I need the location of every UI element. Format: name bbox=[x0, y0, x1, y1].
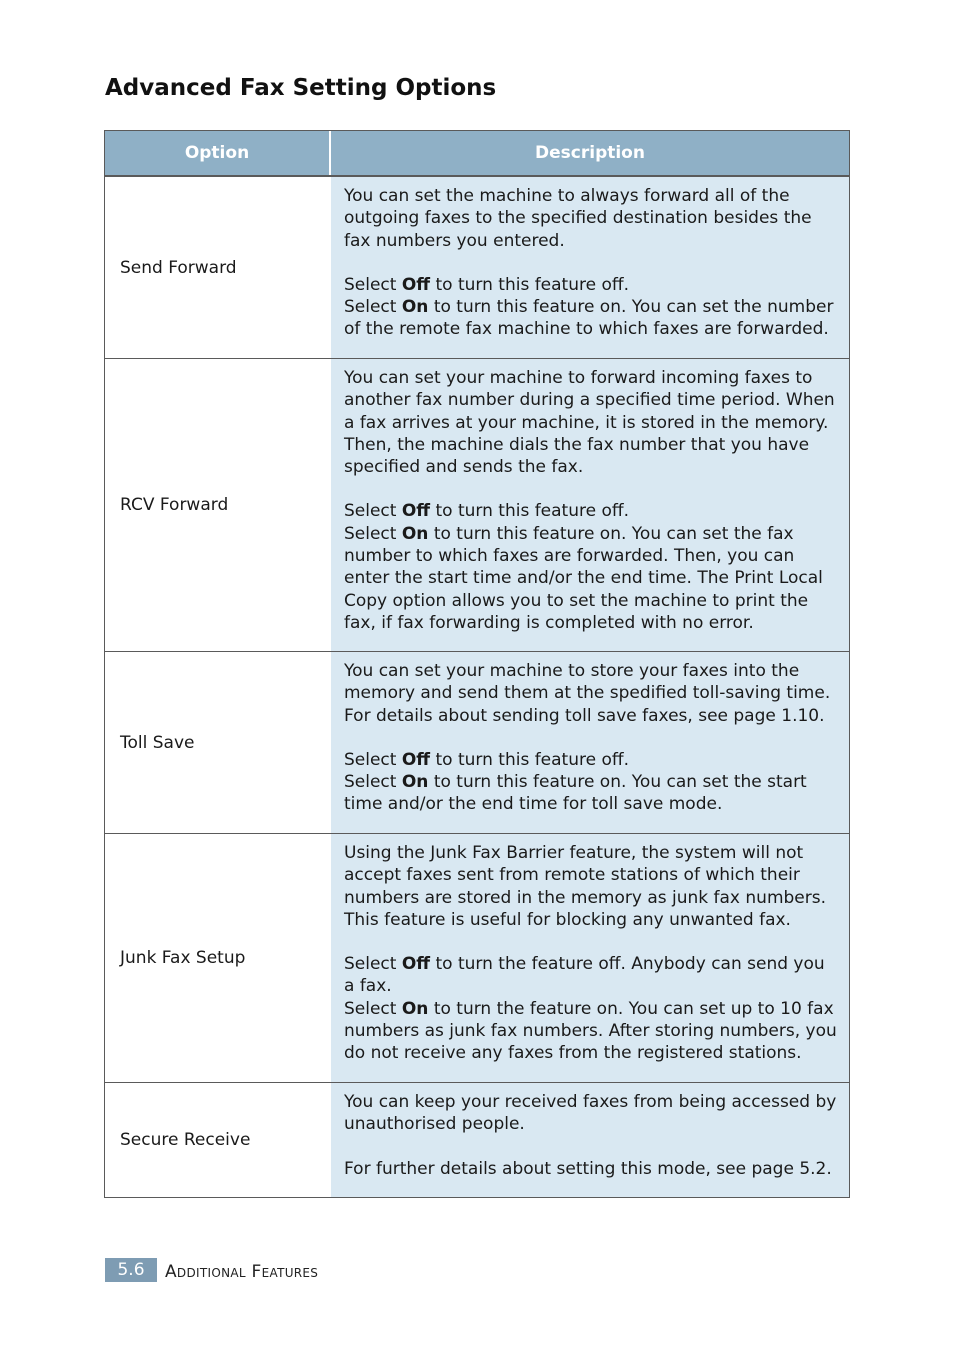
option-description bbox=[331, 652, 849, 833]
table-row bbox=[105, 176, 849, 358]
table-row bbox=[105, 1082, 849, 1197]
description-note: For further details about setting this mode, see page 5.2. bbox=[344, 1158, 832, 1179]
description-on: Select On to turn this feature on. You can set the fax number to which faxes are forwarded. Then, you can enter the start time and/or the end time. The Print Local Copy option allows you to set the machine to print the fax, if fax forwarding is completed with no error. bbox=[344, 523, 823, 633]
option-description bbox=[331, 834, 849, 1082]
description-intro: You can keep your received faxes from being accessed by unauthorised people. bbox=[344, 1092, 837, 1135]
description-intro: Using the Junk Fax Barrier feature, the system will not accept faxes sent from remote stations of which their numbers are stored in the memory as junk fax numbers. This feature is useful for blocking any unwanted fax. bbox=[344, 843, 827, 930]
option-name: RCV Forward bbox=[120, 495, 229, 515]
option-description bbox=[331, 359, 849, 651]
option-description bbox=[331, 177, 849, 358]
description-off: Select Off to turn the feature off. Anybody can send you a fax. bbox=[344, 954, 825, 997]
description-on: Select On to turn the feature on. You can set up to 10 fax numbers as junk fax numbers. After storing numbers, you do not receive any faxes from the registered stations. bbox=[344, 998, 837, 1064]
page-footer bbox=[105, 1258, 318, 1282]
table-header bbox=[105, 131, 849, 176]
page-title: Advanced Fax Setting Options bbox=[105, 75, 497, 101]
section-name: Additional Features bbox=[165, 1262, 319, 1282]
description-off: Select Off to turn this feature off. bbox=[344, 501, 629, 522]
option-name: Junk Fax Setup bbox=[120, 948, 246, 968]
description-off: Select Off to turn this feature off. bbox=[344, 749, 629, 770]
options-table bbox=[104, 130, 850, 1198]
option-description bbox=[331, 1083, 849, 1197]
table-row bbox=[105, 358, 849, 651]
option-name: Send Forward bbox=[120, 257, 237, 278]
header-description: Description bbox=[535, 143, 645, 163]
table-row bbox=[105, 833, 849, 1082]
option-name: Toll Save bbox=[120, 732, 195, 753]
option-name: Secure Receive bbox=[120, 1130, 251, 1150]
description-on: Select On to turn this feature on. You can set the start time and/or the end time for toll save mode. bbox=[344, 772, 807, 815]
description-on: Select On to turn this feature on. You can set the number of the remote fax machine to which faxes are forwarded. bbox=[344, 297, 834, 340]
description-intro: You can set your machine to forward incoming faxes to another fax number during a specified time period. When a fax arrives at your machine, it is stored in the memory. Then, the machine dials the fax number that you have specified and sends the fax. bbox=[344, 368, 835, 478]
description-intro: You can set your machine to store your faxes into the memory and send them at the spedified toll-saving time. For details about sending toll save faxes, see page 1.10. bbox=[344, 661, 831, 726]
table-row bbox=[105, 651, 849, 833]
description-intro: You can set the machine to always forward all of the outgoing faxes to the specified destination besides the fax numbers you entered. bbox=[344, 186, 812, 251]
description-off: Select Off to turn this feature off. bbox=[344, 274, 629, 295]
header-option: Option bbox=[105, 131, 331, 175]
page-number: 5.6 bbox=[105, 1258, 157, 1282]
